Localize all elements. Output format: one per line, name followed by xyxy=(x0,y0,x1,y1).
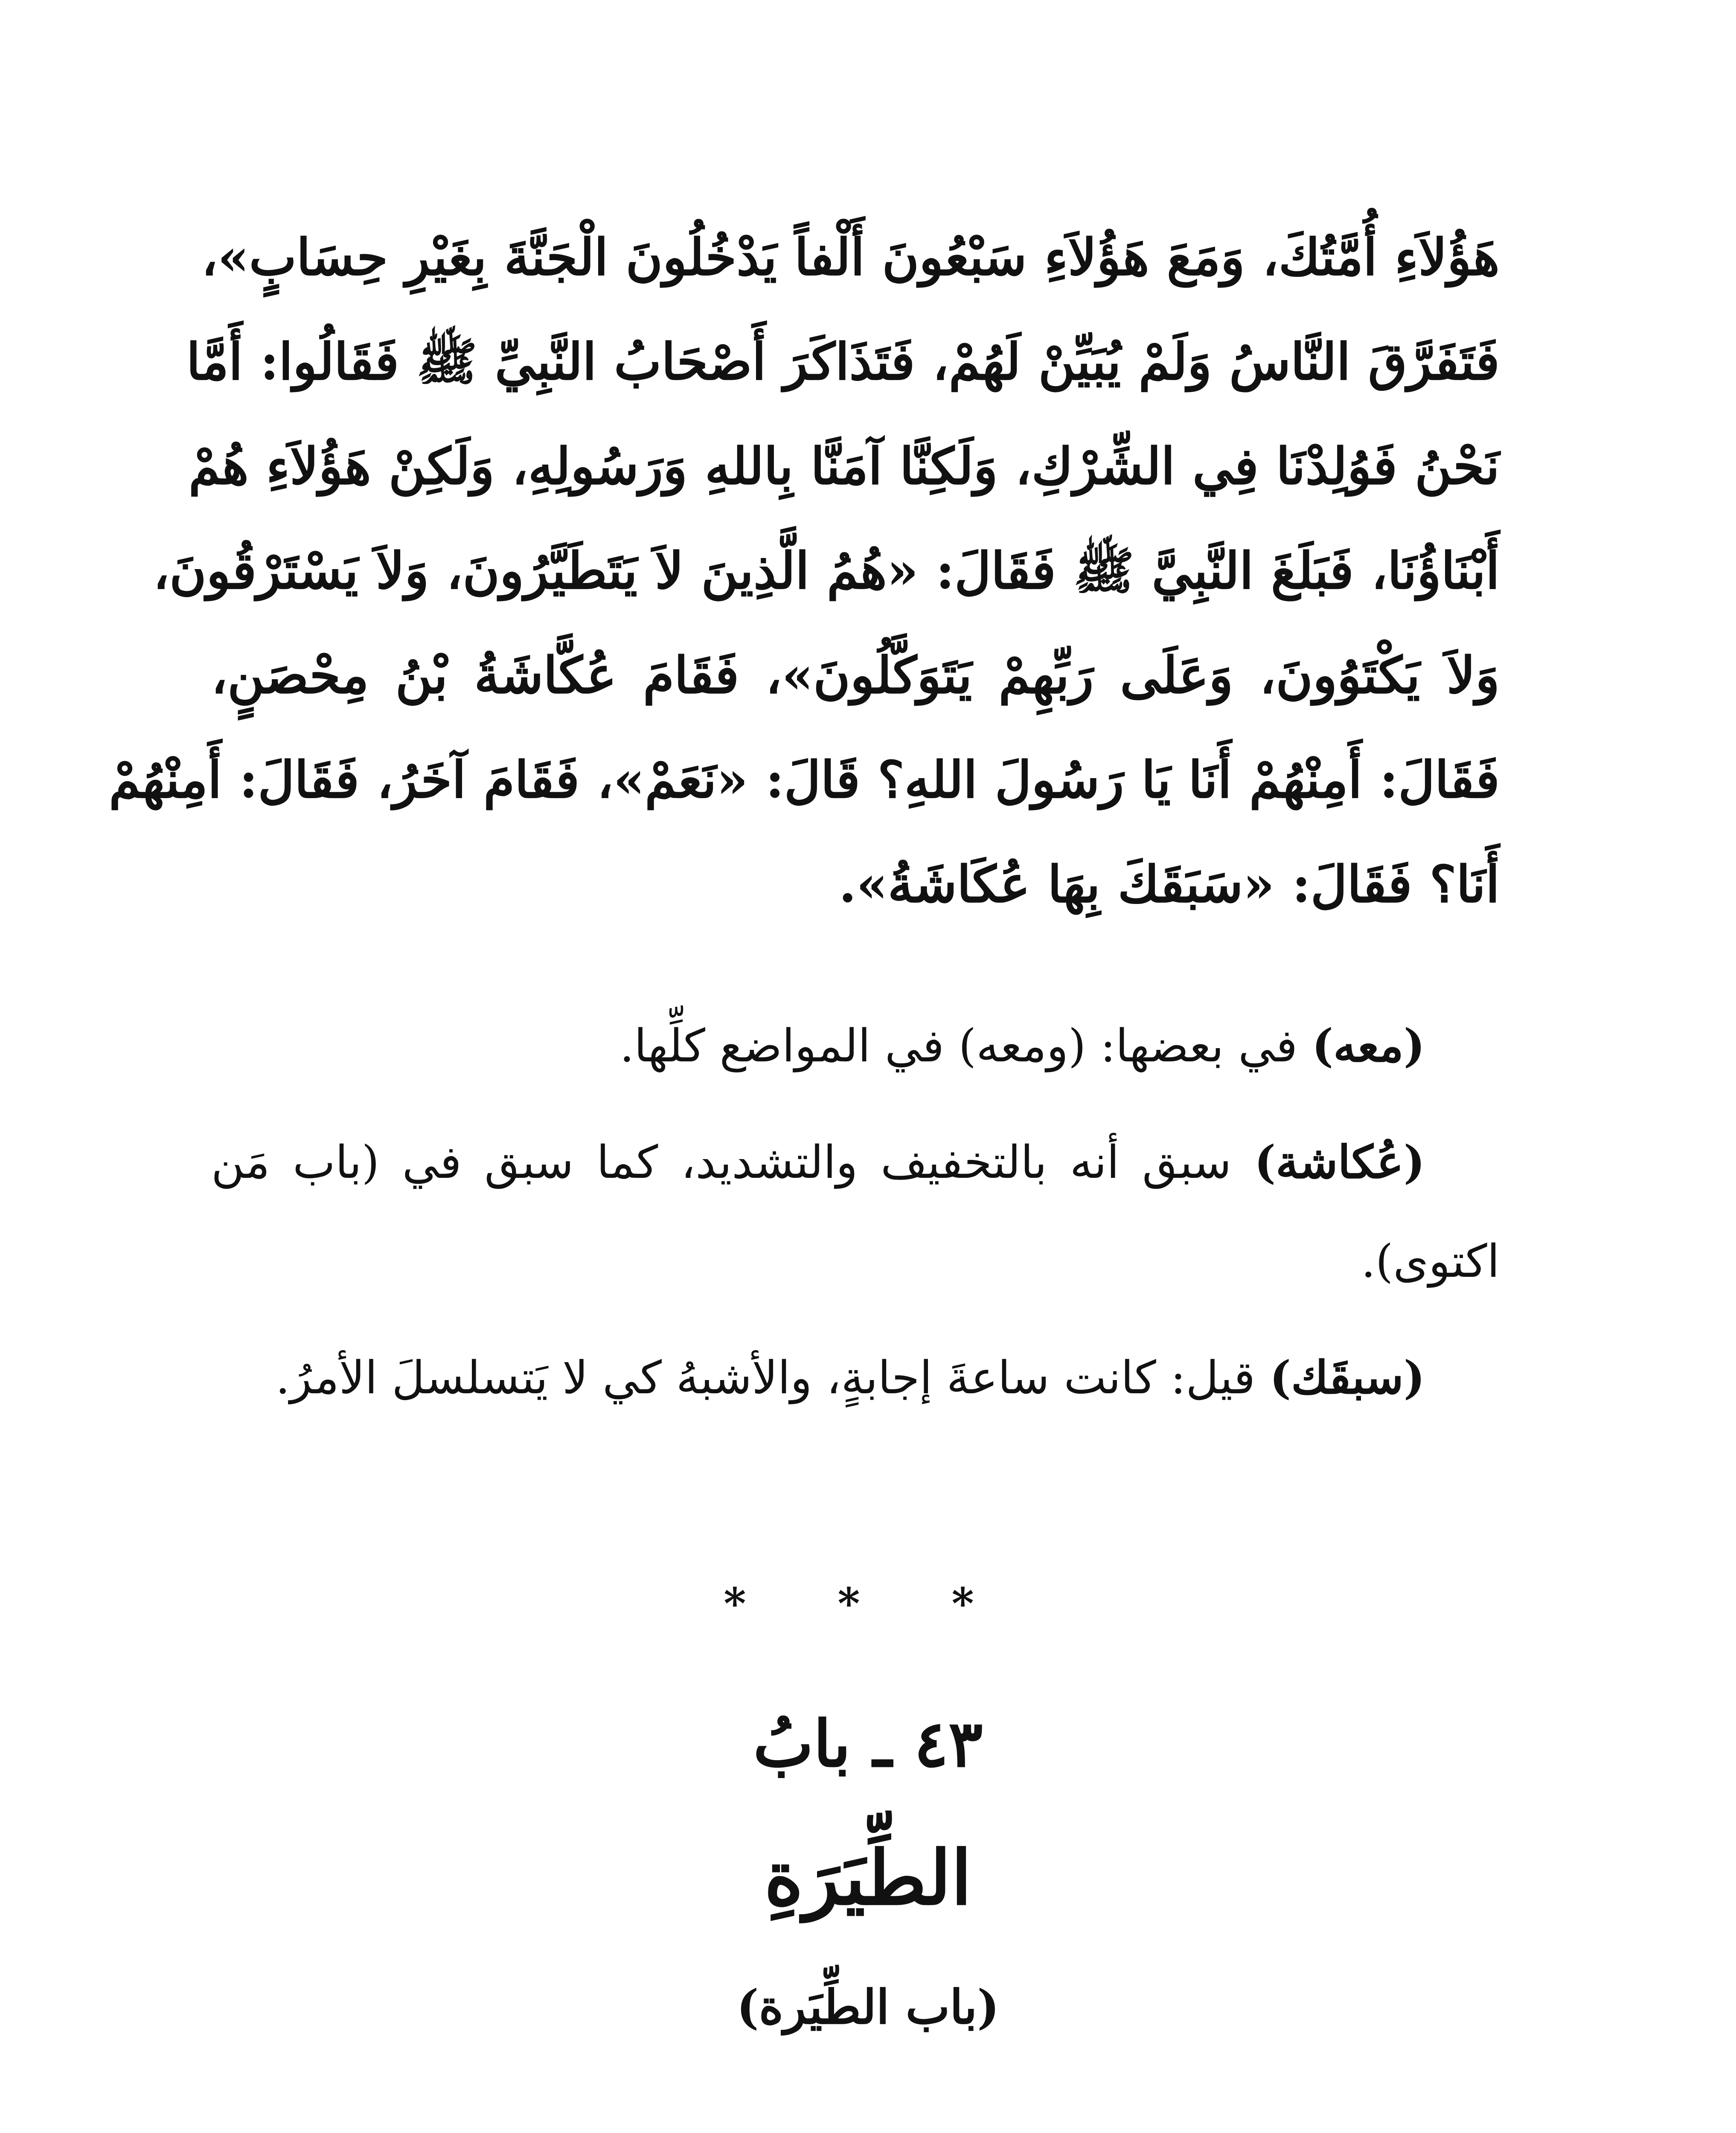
note-term: (سبقَك) xyxy=(1269,1351,1425,1404)
note-paragraph xyxy=(211,996,1500,1096)
hadith-line: هَؤُلاَءِ أُمَّتُكَ، وَمَعَ هَؤُلاَءِ سَبْعُونَ أَلْفاً يَدْخُلُونَ الْجَنَّةَ بِغَيْرِ حِسَابٍ»، xyxy=(201,227,1500,287)
hadith-line: فَقَالَ: أَمِنْهُمْ أَنَا يَا رَسُولَ اللهِ؟ قَالَ: «نَعَمْ»، فَقَامَ آخَرُ، فَقَالَ: أَمِنْهُمْ xyxy=(109,750,1500,809)
hadith-text xyxy=(109,205,1500,936)
note-text: قيل: كانت ساعةَ إجابةٍ، والأشبهُ كي لا يَتسلسلَ الأمرُ. xyxy=(275,1351,1270,1404)
chapter-title: الطِّيَرَةِ xyxy=(764,1834,972,1922)
note-term: (معه) xyxy=(1311,1019,1425,1072)
note-text: في بعضها: (ومعه) في المواضع كلِّها. xyxy=(619,1020,1312,1072)
note-paragraph xyxy=(211,1113,1500,1311)
note-text: سبق أنه بالتخفيف والتشديد، كما سبق في (باب مَن اكتوى). xyxy=(211,1136,1500,1287)
hadith-line: نَحْنُ فَوُلِدْنَا فِي الشِّرْكِ، وَلَكِنَّا آمَنَّا بِاللهِ وَرَسُولِهِ، وَلَكِنْ هَؤُلاَءِ هُمْ xyxy=(189,436,1500,496)
hadith-line: فَتَفَرَّقَ النَّاسُ وَلَمْ يُبَيِّنْ لَهُمْ، فَتَذَاكَرَ أَصْحَابُ النَّبِيِّ ﷺ فَقَالُوا: أَمَّا xyxy=(186,332,1500,391)
hadith-line: أَبْنَاؤُنَا، فَبَلَغَ النَّبِيَّ ﷺ فَقَالَ: «هُمُ الَّذِينَ لاَ يَتَطَيَّرُونَ، وَلاَ يَسْتَرْقُونَ، xyxy=(153,541,1500,600)
note-term: (عُكاشة) xyxy=(1254,1135,1425,1189)
hadith-line: أَنَا؟ فَقَالَ: «سَبَقَكَ بِهَا عُكَاشَةُ». xyxy=(839,854,1500,914)
note-paragraph xyxy=(211,1328,1500,1427)
section-separator: * * * xyxy=(724,1578,1012,1629)
commentary-notes xyxy=(211,996,1500,1444)
chapter-subtitle: (باب الطِّيَرة) xyxy=(736,1979,1000,2034)
hadith-line: وَلاَ يَكْتَوُونَ، وَعَلَى رَبِّهِمْ يَتَوَكَّلُونَ»، فَقَامَ عُكَّاشَةُ بْنُ مِحْصَنٍ، xyxy=(211,645,1500,705)
chapter-number: ٤٣ ـ بابُ xyxy=(753,1706,983,1781)
